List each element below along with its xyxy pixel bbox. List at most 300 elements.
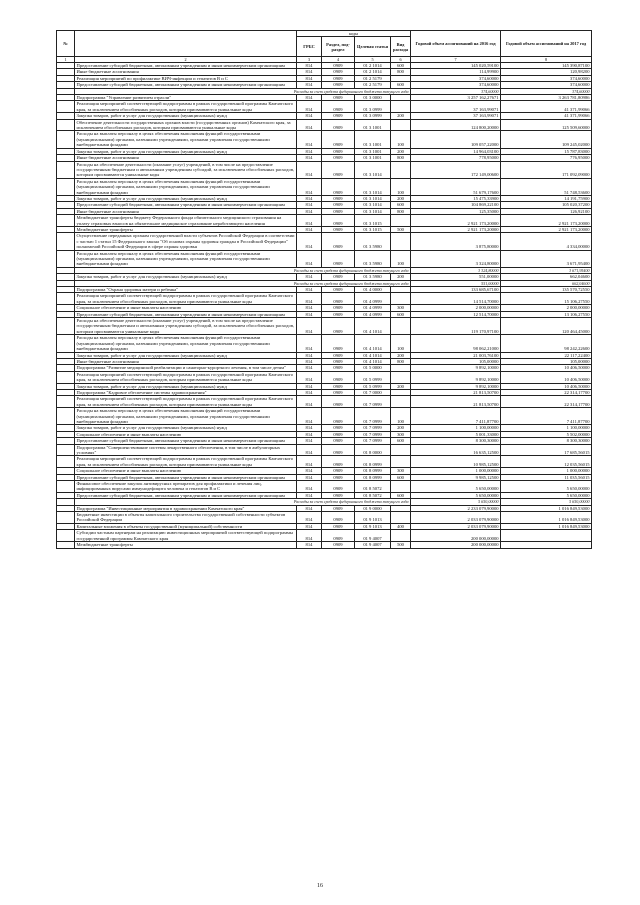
table-row bbox=[57, 456, 592, 468]
row-section: 0909 bbox=[322, 389, 355, 395]
row-grbs: 814 bbox=[297, 456, 322, 468]
row-grbs: 814 bbox=[297, 215, 322, 227]
row-amount-2017 bbox=[501, 542, 592, 548]
row-amount-2017: 13 106,27550 bbox=[501, 311, 592, 317]
table-row bbox=[57, 131, 592, 148]
row-section: 0909 bbox=[322, 226, 355, 232]
row-name: Подпрограмма "Охрана здоровья матери и ребенка" bbox=[75, 287, 297, 293]
row-name: Закупка товаров, работ и услуг для государственных (муниципальных) нужд bbox=[75, 383, 297, 389]
row-grbs: 814 bbox=[297, 148, 322, 154]
index-cell: 7 bbox=[411, 57, 501, 63]
index-cell: 5 bbox=[355, 57, 391, 63]
row-amount-2017: 1 000,00000 bbox=[501, 468, 592, 474]
row-amount-2017: 11 035,56015 bbox=[501, 474, 592, 480]
row-name: Капитальные вложения в объекты государственной (муниципальной) собственности bbox=[75, 523, 297, 529]
header-number: № bbox=[57, 31, 75, 57]
table-row bbox=[57, 371, 592, 383]
row-expense-type: 100 bbox=[391, 131, 411, 148]
row-expense-type: 400 bbox=[391, 523, 411, 529]
index-cell: 8 bbox=[501, 57, 592, 63]
row-section: 0909 bbox=[322, 352, 355, 358]
row-grbs: 814 bbox=[297, 358, 322, 364]
row-amount-2017: 2 921 173,20000 bbox=[501, 215, 592, 227]
row-target-article: 01 3 1015 bbox=[355, 215, 391, 227]
row-amount-2016: 9 892,10000 bbox=[411, 383, 501, 389]
row-target-article: 01 2 5179 bbox=[355, 75, 391, 81]
row-section: 0909 bbox=[322, 358, 355, 364]
table-row bbox=[57, 318, 592, 335]
table-row bbox=[57, 178, 592, 195]
row-expense-type: 600 bbox=[391, 202, 411, 208]
row-name: Расходы на обеспечение деятельности (оказание услуг) учреждений, в том числе на предоставление государственным бюджетным и автономным учреждениям субсидий, за исключением обособленных расходов, которым присваиваются уникальные коды bbox=[75, 161, 297, 178]
row-amount-2017: 2 921 173,20000 bbox=[501, 226, 592, 232]
row-amount-2016: 14 514,70000 bbox=[411, 293, 501, 305]
row-grbs: 814 bbox=[297, 365, 322, 371]
row-expense-type bbox=[391, 512, 411, 524]
row-grbs: 814 bbox=[297, 512, 322, 524]
row-amount-2017: 51 748,53600 bbox=[501, 178, 592, 195]
table-row bbox=[57, 215, 592, 227]
row-amount-2017: 14 191,75900 bbox=[501, 195, 592, 201]
row-grbs: 814 bbox=[297, 305, 322, 311]
row-name: Закупка товаров, работ и услуг для государственных (муниципальных) нужд bbox=[75, 425, 297, 431]
row-amount-2016: 3 875,80000 bbox=[411, 233, 501, 250]
row-expense-type bbox=[391, 444, 411, 456]
row-section: 0909 bbox=[322, 468, 355, 474]
row-amount-2016: 109 057,22000 bbox=[411, 131, 501, 148]
row-grbs: 814 bbox=[297, 468, 322, 474]
row-amount-2016: 2 233 079,90000 bbox=[411, 505, 501, 511]
row-amount-2016: 105,00000 bbox=[411, 358, 501, 364]
index-cell: 4 bbox=[322, 57, 355, 63]
row-grbs: 814 bbox=[297, 492, 322, 498]
row-grbs: 814 bbox=[297, 311, 322, 317]
note-text: Расходы за счет средств федерального бюджета текущего года bbox=[75, 267, 411, 273]
row-amount-2016: 5 001,33000 bbox=[411, 431, 501, 437]
row-expense-type bbox=[391, 101, 411, 113]
row-target-article: 01 7 0999 bbox=[355, 396, 391, 408]
row-name: Социальное обеспечение и иные выплаты населению bbox=[75, 431, 297, 437]
row-grbs: 814 bbox=[297, 113, 322, 119]
row-amount-2017: 10 406,50000 bbox=[501, 365, 592, 371]
row-amount-2016: 5 650,00000 bbox=[411, 481, 501, 493]
row-target-article: 01 7 0999 bbox=[355, 431, 391, 437]
row-name: Закупка товаров, работ и услуг для государственных (муниципальных) нужд bbox=[75, 195, 297, 201]
row-name: Реализация мероприятий соответствующей подпрограммы в рамках государственной программы Камчатского края, за исключением обособленных расходов, которым присваиваются уникальные коды bbox=[75, 101, 297, 113]
row-expense-type: 800 bbox=[391, 208, 411, 214]
row-amount-2016: 8 300,30000 bbox=[411, 438, 501, 444]
row-amount-2016: 3 257 162,27671 bbox=[411, 95, 501, 101]
row-expense-type bbox=[391, 119, 411, 131]
row-name: Финансовое обеспечение закупок антивирусных препаратов для профилактики и лечения лиц, инфицированных вирусами иммунодефицита человека и гепатитов В и С bbox=[75, 481, 297, 493]
row-target-article: 01 4 1014 bbox=[355, 358, 391, 364]
row-grbs: 814 bbox=[297, 396, 322, 408]
row-section: 0909 bbox=[322, 438, 355, 444]
row-number-cell bbox=[57, 371, 75, 383]
row-expense-type: 500 bbox=[391, 226, 411, 232]
row-target-article: 01 4 0999 bbox=[355, 311, 391, 317]
row-name: Закупка товаров, работ и услуг для государственных (муниципальных) нужд bbox=[75, 113, 297, 119]
row-number-cell bbox=[57, 481, 75, 493]
row-section: 0909 bbox=[322, 408, 355, 425]
row-section: 0909 bbox=[322, 335, 355, 352]
note-amount-2016: 5 650,00000 bbox=[411, 499, 501, 505]
row-target-article: 01 4 0999 bbox=[355, 293, 391, 305]
row-section: 0909 bbox=[322, 444, 355, 456]
row-amount-2016: 51 679,17600 bbox=[411, 178, 501, 195]
row-section: 0909 bbox=[322, 287, 355, 293]
row-expense-type: 200 bbox=[391, 425, 411, 431]
row-amount-2017: 15 106,27550 bbox=[501, 293, 592, 305]
row-amount-2016: 200 000,00000 bbox=[411, 530, 501, 542]
row-target-article: 01 3 1014 bbox=[355, 178, 391, 195]
row-expense-type: 800 bbox=[391, 155, 411, 161]
row-target-article: 01 4 0000 bbox=[355, 287, 391, 293]
row-name: Закупка товаров, работ и услуг для государственных (муниципальных) нужд bbox=[75, 352, 297, 358]
row-name: Иные бюджетные ассигнования bbox=[75, 358, 297, 364]
row-target-article: 01 7 0999 bbox=[355, 425, 391, 431]
row-expense-type bbox=[391, 161, 411, 178]
row-expense-type bbox=[391, 396, 411, 408]
row-section: 0909 bbox=[322, 178, 355, 195]
row-target-article: 01 5 0000 bbox=[355, 365, 391, 371]
note-amount-2017: 3 671,95400 bbox=[501, 267, 592, 273]
row-grbs: 814 bbox=[297, 63, 322, 69]
row-amount-2017: 41 371,99066 bbox=[501, 101, 592, 113]
row-target-article: 01 8 0999 bbox=[355, 468, 391, 474]
row-amount-2017: 10 406,50000 bbox=[501, 383, 592, 389]
row-amount-2016: 37 163,99071 bbox=[411, 101, 501, 113]
row-number-cell bbox=[57, 233, 75, 250]
row-amount-2017: 125 509,60000 bbox=[501, 119, 592, 131]
row-amount-2017: 8 300,30000 bbox=[501, 438, 592, 444]
row-section: 0909 bbox=[322, 155, 355, 161]
row-target-article: 01 3 5980 bbox=[355, 233, 391, 250]
row-target-article: 01 3 1001 bbox=[355, 119, 391, 131]
row-amount-2017: 3 263 781,80986 bbox=[501, 95, 592, 101]
row-amount-2016: 125,35000 bbox=[411, 208, 501, 214]
note-text: Расходы за счет средств федерального бюджета текущего года bbox=[75, 499, 411, 505]
table-row bbox=[57, 408, 592, 425]
row-section: 0909 bbox=[322, 63, 355, 69]
row-grbs: 814 bbox=[297, 208, 322, 214]
row-amount-2017: 145 390,87100 bbox=[501, 63, 592, 69]
row-amount-2016: 16 635,12500 bbox=[411, 444, 501, 456]
row-section: 0909 bbox=[322, 431, 355, 437]
table-row bbox=[57, 119, 592, 131]
row-number-cell bbox=[57, 444, 75, 456]
row-target-article: 01 8 0000 bbox=[355, 444, 391, 456]
row-section: 0909 bbox=[322, 69, 355, 75]
row-name: Расходы на выплаты персоналу в целях обеспечения выполнения функций государственными (муниципальными) органами, казенными учреждениями, органами управления государственными внебюджетными фондами bbox=[75, 408, 297, 425]
row-target-article: 01 3 1014 bbox=[355, 208, 391, 214]
row-name: Реализация мероприятий соответствующей подпрограммы в рамках государственной программы Камчатского края, за исключением обособленных расходов, которым присваиваются уникальные коды bbox=[75, 396, 297, 408]
row-expense-type bbox=[391, 215, 411, 227]
index-cell: 6 bbox=[391, 57, 411, 63]
row-section: 0909 bbox=[322, 195, 355, 201]
table-row bbox=[57, 444, 592, 456]
budget-table bbox=[56, 30, 592, 549]
row-amount-2017: 1 016 849,53000 bbox=[501, 512, 592, 524]
row-amount-2017: 4 334,00000 bbox=[501, 233, 592, 250]
row-name: Социальное обеспечение и иные выплаты населению bbox=[75, 305, 297, 311]
row-number-cell bbox=[57, 161, 75, 178]
row-expense-type: 100 bbox=[391, 250, 411, 267]
row-target-article: 01 7 0999 bbox=[355, 438, 391, 444]
row-grbs: 814 bbox=[297, 383, 322, 389]
row-amount-2017: 135 570,72550 bbox=[501, 287, 592, 293]
note-amount-2017: 662,04600 bbox=[501, 280, 592, 286]
row-expense-type: 300 bbox=[391, 305, 411, 311]
row-section: 0909 bbox=[322, 75, 355, 81]
row-name: Межбюджетные трансферты bbox=[75, 226, 297, 232]
row-target-article: 01 9 1013 bbox=[355, 523, 391, 529]
row-section: 0909 bbox=[322, 383, 355, 389]
row-amount-2016: 2 921 173,20000 bbox=[411, 215, 501, 227]
row-amount-2017: 7 411,87700 bbox=[501, 408, 592, 425]
row-expense-type: 800 bbox=[391, 358, 411, 364]
index-cell: 1 bbox=[57, 57, 75, 63]
index-cell: 3 bbox=[297, 57, 322, 63]
row-amount-2017: 126,92100 bbox=[501, 208, 592, 214]
row-target-article: 01 9 1013 bbox=[355, 512, 391, 524]
row-amount-2016: 21 003,76100 bbox=[411, 352, 501, 358]
row-amount-2017: 41 371,99066 bbox=[501, 113, 592, 119]
row-grbs: 814 bbox=[297, 481, 322, 493]
row-name: Иные бюджетные ассигнования bbox=[75, 208, 297, 214]
row-grbs: 814 bbox=[297, 233, 322, 250]
row-grbs: 814 bbox=[297, 131, 322, 148]
row-amount-2016: 15 475,33900 bbox=[411, 195, 501, 201]
row-grbs: 814 bbox=[297, 250, 322, 267]
table-row bbox=[57, 481, 592, 493]
row-target-article: 01 5 0999 bbox=[355, 371, 391, 383]
row-number-cell bbox=[57, 178, 75, 195]
row-expense-type bbox=[391, 481, 411, 493]
row-expense-type: 100 bbox=[391, 178, 411, 195]
row-amount-2016: 200 000,00000 bbox=[411, 542, 501, 548]
row-expense-type: 600 bbox=[391, 311, 411, 317]
row-target-article: 01 3 1001 bbox=[355, 148, 391, 154]
row-amount-2017: 171 092,09000 bbox=[501, 161, 592, 178]
row-target-article: 01 4 1014 bbox=[355, 318, 391, 335]
header-amount-2016: Годовой объем ассигнований на 2016 год bbox=[411, 31, 501, 57]
row-target-article: 01 4 1014 bbox=[355, 335, 391, 352]
row-section: 0909 bbox=[322, 113, 355, 119]
note-amount-2016: 3 324,80000 bbox=[411, 267, 501, 273]
row-target-article: 01 4 0999 bbox=[355, 305, 391, 311]
row-amount-2016: 2 921 173,20000 bbox=[411, 226, 501, 232]
row-amount-2017: 5 650,00000 bbox=[501, 481, 592, 493]
row-amount-2017: 1 100,00000 bbox=[501, 425, 592, 431]
row-name: Осуществление переданных органам государственной власти субъектов Российской Федерации в соответствии с частью 1 статьи 15 Федерального закона "Об основах охраны здоровья граждан в Российской Федерации" полномочий Российской Федерации в сфере охраны здоровья bbox=[76, 233, 295, 250]
row-target-article: 01 7 0999 bbox=[355, 408, 391, 425]
row-section: 0909 bbox=[322, 233, 355, 250]
row-name: Подпрограмма "Инвестиционные мероприятия в здравоохранении Камчатского края" bbox=[75, 505, 297, 511]
row-amount-2016: 104 869,22100 bbox=[411, 202, 501, 208]
row-name: Обеспечение деятельности государственных органов власти (государственных органов) Камчатского края, за исключением обособленных расходов, которым присваиваются уникальные коды bbox=[75, 119, 297, 131]
row-target-article: 01 9 0000 bbox=[355, 505, 391, 511]
row-amount-2016: 98 062,21000 bbox=[411, 335, 501, 352]
row-expense-type: 200 bbox=[391, 383, 411, 389]
row-amount-2016: 9 985,12500 bbox=[411, 474, 501, 480]
header-section: Раздел, под-раздел bbox=[322, 37, 355, 57]
row-section: 0909 bbox=[322, 131, 355, 148]
row-target-article: 01 4 1014 bbox=[355, 352, 391, 358]
row-amount-2017: 120,98200 bbox=[501, 69, 592, 75]
row-amount-2017: 12 035,56015 bbox=[501, 456, 592, 468]
document-page bbox=[56, 30, 591, 549]
row-name: Межбюджетные трансферты бюджету Федерального фонда обязательного медицинского страхования на уплату страховых взносов на обязательное медицинское страхование неработающего населения bbox=[75, 215, 297, 227]
row-grbs: 814 bbox=[297, 75, 322, 81]
row-amount-2016: 1 000,00000 bbox=[411, 468, 501, 474]
row-name: Расходы на выплаты персоналу в целях обеспечения выполнения функций государственными (муниципальными) органами, казенными учреждениями, органами управления государственными внебюджетными фондами bbox=[75, 178, 297, 195]
row-section: 0909 bbox=[322, 208, 355, 214]
row-section: 0909 bbox=[322, 371, 355, 383]
row-amount-2017: 22 314,17700 bbox=[501, 396, 592, 408]
table-row bbox=[57, 250, 592, 267]
row-expense-type: 600 bbox=[391, 438, 411, 444]
note-amount-2016: 551,00000 bbox=[411, 280, 501, 286]
row-expense-type bbox=[391, 233, 411, 250]
row-section: 0909 bbox=[322, 505, 355, 511]
row-amount-2017: 10 406,50000 bbox=[501, 371, 592, 383]
row-amount-2016: 2 033 079,90000 bbox=[411, 523, 501, 529]
row-expense-type: 100 bbox=[391, 335, 411, 352]
row-expense-type: 200 bbox=[391, 113, 411, 119]
row-target-article: 01 3 0000 bbox=[355, 95, 391, 101]
row-amount-2016: 374,60000 bbox=[411, 82, 501, 88]
row-amount-2016: 778,95000 bbox=[411, 155, 501, 161]
row-section: 0909 bbox=[322, 119, 355, 131]
row-grbs: 814 bbox=[297, 431, 322, 437]
row-section: 0909 bbox=[322, 274, 355, 280]
row-amount-2017: 22 314,17700 bbox=[501, 389, 592, 395]
row-amount-2016: 145 020,59100 bbox=[411, 63, 501, 69]
row-name: Предоставление субсидий бюджетным, автономным учреждениям и иным некоммерческим организациям bbox=[75, 492, 297, 498]
row-amount-2016: 7 411,87700 bbox=[411, 408, 501, 425]
row-amount-2016: 37 163,99071 bbox=[411, 113, 501, 119]
row-name: Социальное обеспечение и иные выплаты населению bbox=[75, 468, 297, 474]
row-expense-type: 200 bbox=[391, 195, 411, 201]
row-section: 0909 bbox=[322, 95, 355, 101]
row-target-article: 01 2 1014 bbox=[355, 63, 391, 69]
row-name: Межбюджетные трансферты bbox=[75, 542, 297, 548]
row-amount-2016: 9 892,10000 bbox=[411, 365, 501, 371]
row-expense-type: 600 bbox=[391, 82, 411, 88]
table-row bbox=[57, 293, 592, 305]
row-grbs: 814 bbox=[297, 195, 322, 201]
row-target-article: 01 3 1001 bbox=[355, 155, 391, 161]
row-target-article: 01 9 4007 bbox=[355, 530, 391, 542]
page-number: 16 bbox=[317, 883, 323, 889]
row-target-article: 01 3 5980 bbox=[355, 250, 391, 267]
row-name: Подпрограмма "Кадровое обеспечение системы здравоохранения" bbox=[75, 389, 297, 395]
row-target-article: 01 8 0999 bbox=[355, 474, 391, 480]
row-expense-type: 300 bbox=[391, 431, 411, 437]
row-amount-2017: 1 016 849,53000 bbox=[501, 505, 592, 511]
row-expense-type: 600 bbox=[391, 474, 411, 480]
row-section: 0909 bbox=[322, 425, 355, 431]
row-amount-2017: 105,00000 bbox=[501, 358, 592, 364]
row-target-article: 01 3 1001 bbox=[355, 131, 391, 148]
row-amount-2016: 12 514,70000 bbox=[411, 311, 501, 317]
row-section: 0909 bbox=[322, 101, 355, 113]
row-section: 0909 bbox=[322, 523, 355, 529]
row-grbs: 814 bbox=[297, 69, 322, 75]
row-target-article: 01 2 1014 bbox=[355, 69, 391, 75]
row-section: 0909 bbox=[322, 481, 355, 493]
header-amount-2017: Годовой объем ассигнований на 2017 год bbox=[501, 31, 592, 57]
row-name: Бюджетные инвестиции в объекты капитального строительства государственной собственности субъектов Российской Федерации bbox=[75, 512, 297, 524]
row-name: Иные бюджетные ассигнования bbox=[75, 155, 297, 161]
header-grbs: ГРБС bbox=[297, 37, 322, 57]
row-number-cell bbox=[57, 530, 75, 542]
row-amount-2017: 5 650,00000 bbox=[501, 492, 592, 498]
row-section: 0909 bbox=[322, 311, 355, 317]
row-amount-2016: 10 985,12500 bbox=[411, 456, 501, 468]
row-name: Реализация мероприятий соответствующей подпрограммы в рамках государственной программы Камчатского края, за исключением обособленных расходов, которым присваиваются уникальные коды bbox=[75, 293, 297, 305]
row-target-article: 01 7 0000 bbox=[355, 389, 391, 395]
row-name: Предоставление субсидий бюджетным, автономным учреждениям и иным некоммерческим организациям bbox=[75, 82, 297, 88]
row-section: 0909 bbox=[322, 250, 355, 267]
row-expense-type: 100 bbox=[391, 408, 411, 425]
table-row bbox=[57, 233, 592, 250]
row-grbs: 814 bbox=[297, 371, 322, 383]
row-grbs: 814 bbox=[297, 318, 322, 335]
row-amount-2017: 120 464,45000 bbox=[501, 318, 592, 335]
row-amount-2017: 662,04600 bbox=[501, 274, 592, 280]
row-name: Предоставление субсидий бюджетным, автономным учреждениям и иным некоммерческим организациям bbox=[75, 438, 297, 444]
row-target-article: 01 3 5980 bbox=[355, 274, 391, 280]
row-section: 0909 bbox=[322, 202, 355, 208]
row-amount-2016: 21 813,50700 bbox=[411, 389, 501, 395]
row-section: 0909 bbox=[322, 215, 355, 227]
row-number-cell bbox=[57, 396, 75, 408]
row-grbs: 814 bbox=[297, 202, 322, 208]
row-name: Реализация мероприятий соответствующей подпрограммы в рамках государственной программы Камчатского края, за исключением обособленных расходов, которым присваиваются уникальные коды bbox=[75, 371, 297, 383]
row-section: 0909 bbox=[322, 148, 355, 154]
row-number-cell bbox=[57, 408, 75, 425]
row-expense-type bbox=[391, 318, 411, 335]
row-number-cell bbox=[57, 131, 75, 148]
row-name: Предоставление субсидий бюджетным, автономным учреждениям и иным некоммерческим организациям bbox=[75, 474, 297, 480]
row-amount-2016: 374,60000 bbox=[411, 75, 501, 81]
row-section: 0909 bbox=[322, 396, 355, 408]
row-grbs: 814 bbox=[297, 352, 322, 358]
note-amount-2016: 374,60000 bbox=[411, 88, 501, 94]
row-number-cell bbox=[57, 119, 75, 131]
row-amount-2017: 374,60000 bbox=[501, 82, 592, 88]
row-amount-2017: 22 117,22400 bbox=[501, 352, 592, 358]
row-section: 0909 bbox=[322, 542, 355, 548]
row-number-cell bbox=[57, 293, 75, 305]
row-name: Реализация мероприятий соответствующей подпрограммы в рамках государственной программы Камчатского края, за исключением обособленных расходов, которым присваиваются уникальные коды bbox=[75, 456, 297, 468]
row-grbs: 814 bbox=[297, 444, 322, 456]
row-number-cell bbox=[57, 542, 75, 548]
row-amount-2017: 98 242,22600 bbox=[501, 335, 592, 352]
row-section: 0909 bbox=[322, 318, 355, 335]
row-expense-type: 200 bbox=[391, 352, 411, 358]
row-amount-2016: 124 800,20000 bbox=[411, 119, 501, 131]
row-number-cell bbox=[57, 250, 75, 267]
row-name: Подпрограмма "Развитие медицинской реабилитации и санаторно-курортного лечения, в том числе детям" bbox=[75, 365, 297, 371]
row-amount-2017: 776,95000 bbox=[501, 155, 592, 161]
row-number-cell bbox=[57, 215, 75, 227]
row-grbs: 814 bbox=[297, 226, 322, 232]
row-grbs: 814 bbox=[297, 542, 322, 548]
row-grbs: 814 bbox=[297, 101, 322, 113]
